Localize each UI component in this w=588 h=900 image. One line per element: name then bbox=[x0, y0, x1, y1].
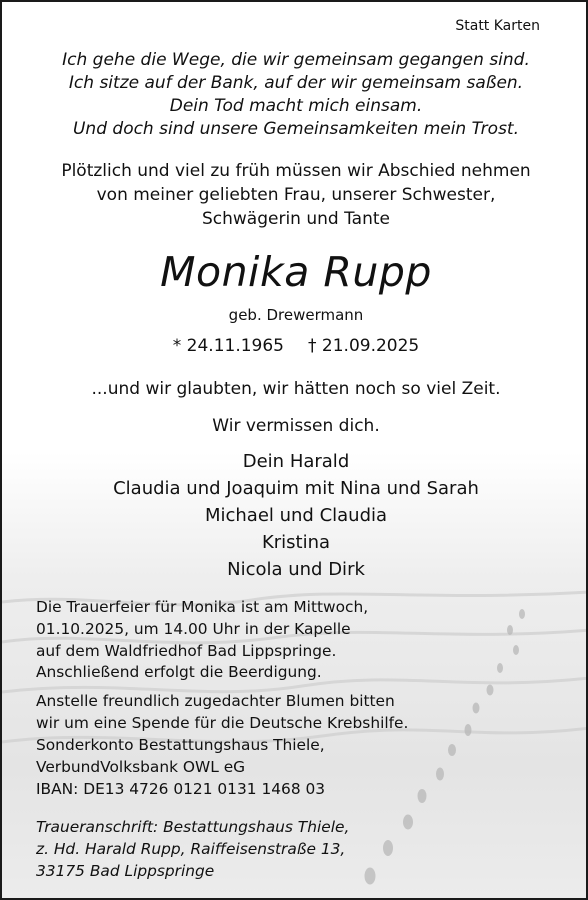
death-date: † 21.09.2025 bbox=[308, 336, 420, 356]
family-member: Claudia und Joaquim mit Nina und Sarah bbox=[113, 478, 479, 499]
poem-line: Ich gehe die Wege, die wir gemeinsam gegangen sind. bbox=[62, 50, 530, 70]
intro-line: von meiner geliebten Frau, unserer Schwester, bbox=[96, 185, 496, 205]
quote-text: ...und wir glaubten, wir hätten noch so viel Zeit. bbox=[91, 379, 501, 399]
iban-line: IBAN: DE13 4726 0121 0131 1468 03 bbox=[36, 780, 326, 798]
donation-info-line: Anstelle freundlich zugedachter Blumen bitten bbox=[36, 692, 395, 710]
intro-line: Schwägerin und Tante bbox=[201, 209, 390, 229]
life-dates bbox=[2, 335, 588, 357]
funeral-info-line: auf dem Waldfriedhof Bad Lippspringe. bbox=[36, 642, 337, 660]
poem-line: Dein Tod macht mich einsam. bbox=[169, 96, 423, 116]
family-member: Dein Harald bbox=[242, 451, 350, 472]
funeral-info-line: 01.10.2025, um 14.00 Uhr in der Kapelle bbox=[36, 620, 351, 638]
funeral-info-line: Anschließend erfolgt die Beerdigung. bbox=[36, 663, 322, 681]
poem-line: Und doch sind unsere Gemeinsamkeiten mein Trost. bbox=[72, 119, 519, 139]
miss-you-text: Wir vermissen dich. bbox=[212, 416, 380, 436]
family-member: Nicola und Dirk bbox=[227, 559, 365, 580]
address-line: 33175 Bad Lippspringe bbox=[36, 862, 215, 880]
birth-name: geb. Drewermann bbox=[228, 306, 364, 324]
address-line: Traueranschrift: Bestattungshaus Thiele, bbox=[36, 818, 350, 836]
family-member: Kristina bbox=[261, 532, 331, 553]
donation-info-line: Sonderkonto Bestattungshaus Thiele, bbox=[36, 736, 325, 754]
address-line: z. Hd. Harald Rupp, Raiffeisenstraße 13, bbox=[36, 840, 346, 858]
funeral-info-line: Die Trauerfeier für Monika ist am Mittwoch, bbox=[36, 598, 369, 616]
donation-info-line: VerbundVolksbank OWL eG bbox=[36, 758, 246, 776]
intro-line: Plötzlich und viel zu früh müssen wir Abschied nehmen bbox=[61, 161, 531, 181]
donation-info-line: wir um eine Spende für die Deutsche Krebshilfe. bbox=[36, 714, 409, 732]
statt-karten-label: Statt Karten bbox=[455, 18, 540, 34]
poem-line: Ich sitze auf der Bank, auf der wir gemeinsam saßen. bbox=[68, 73, 524, 93]
birth-date: * 24.11.1965 bbox=[172, 336, 284, 356]
deceased-name: Monika Rupp bbox=[160, 248, 432, 296]
family-member: Michael und Claudia bbox=[204, 505, 388, 526]
